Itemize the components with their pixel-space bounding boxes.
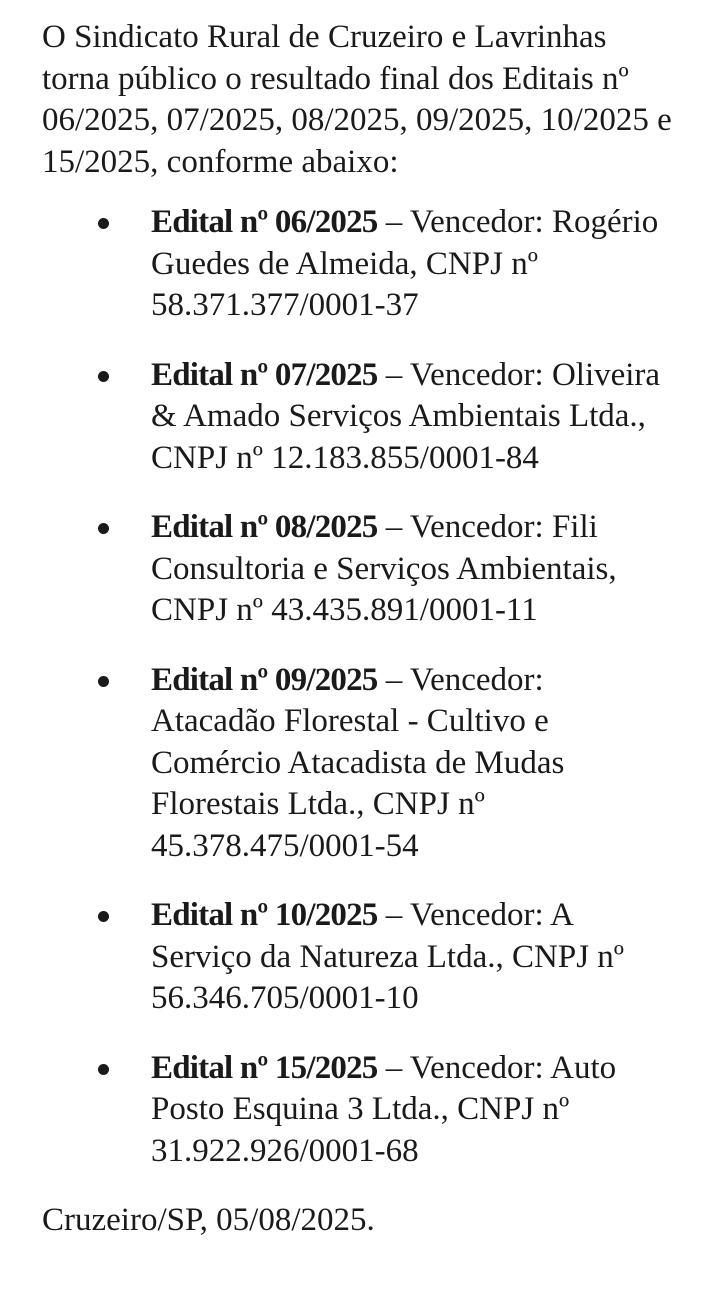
list-item — [42, 355, 671, 480]
bullet-icon — [98, 911, 109, 922]
list-item — [42, 507, 671, 632]
results-list — [42, 202, 682, 1172]
winner-text: – Vencedor: Oliveira & Amado Serviços Ambientais Ltda., CNPJ nº 12.183.855/0001-84 — [151, 356, 661, 476]
winner-text: – Vencedor: Rogério Guedes de Almeida, CNPJ nº 58.371.377/0001-37 — [151, 204, 659, 323]
bullet-icon — [98, 371, 109, 382]
winner-text: – Vencedor: Auto Posto Esquina 3 Ltda., CNPJ nº 31.922.926/0001-68 — [151, 1049, 617, 1169]
list-item — [42, 1048, 671, 1173]
edital-label: Edital nº 10/2025 — [151, 897, 378, 933]
intro-paragraph: O Sindicato Rural de Cruzeiro e Lavrinhas torna público o resultado final dos Editais nº 06/2025, 07/2025, 08/2025, 09/2025, 10/2025 e 15/2025, conforme abaixo: — [42, 19, 672, 180]
winner-text: – Vencedor: Fili Consultoria e Serviços Ambientais, CNPJ nº 43.435.891/0001-11 — [151, 509, 617, 628]
bullet-icon — [98, 676, 109, 687]
edital-label: Edital nº 08/2025 — [151, 509, 378, 545]
edital-label: Edital nº 06/2025 — [151, 204, 378, 240]
list-item — [42, 895, 671, 1020]
bullet-icon — [98, 218, 109, 229]
bullet-icon — [98, 523, 109, 534]
winner-text: – Vencedor: Atacadão Florestal - Cultivo e Comércio Atacadista de Mudas Florestais Ltda., CNPJ nº 45.378.475/0001-54 — [151, 661, 565, 864]
list-item — [42, 202, 671, 327]
closing-date: Cruzeiro/SP, 05/08/2025. — [42, 1202, 375, 1238]
list-item — [42, 660, 671, 868]
edital-label: Edital nº 15/2025 — [151, 1049, 378, 1086]
bullet-icon — [98, 1064, 109, 1075]
edital-label: Edital nº 07/2025 — [151, 356, 378, 393]
edital-label: Edital nº 09/2025 — [151, 661, 378, 698]
winner-text: – Vencedor: A Serviço da Natureza Ltda., CNPJ nº 56.346.705/0001-10 — [151, 897, 625, 1016]
